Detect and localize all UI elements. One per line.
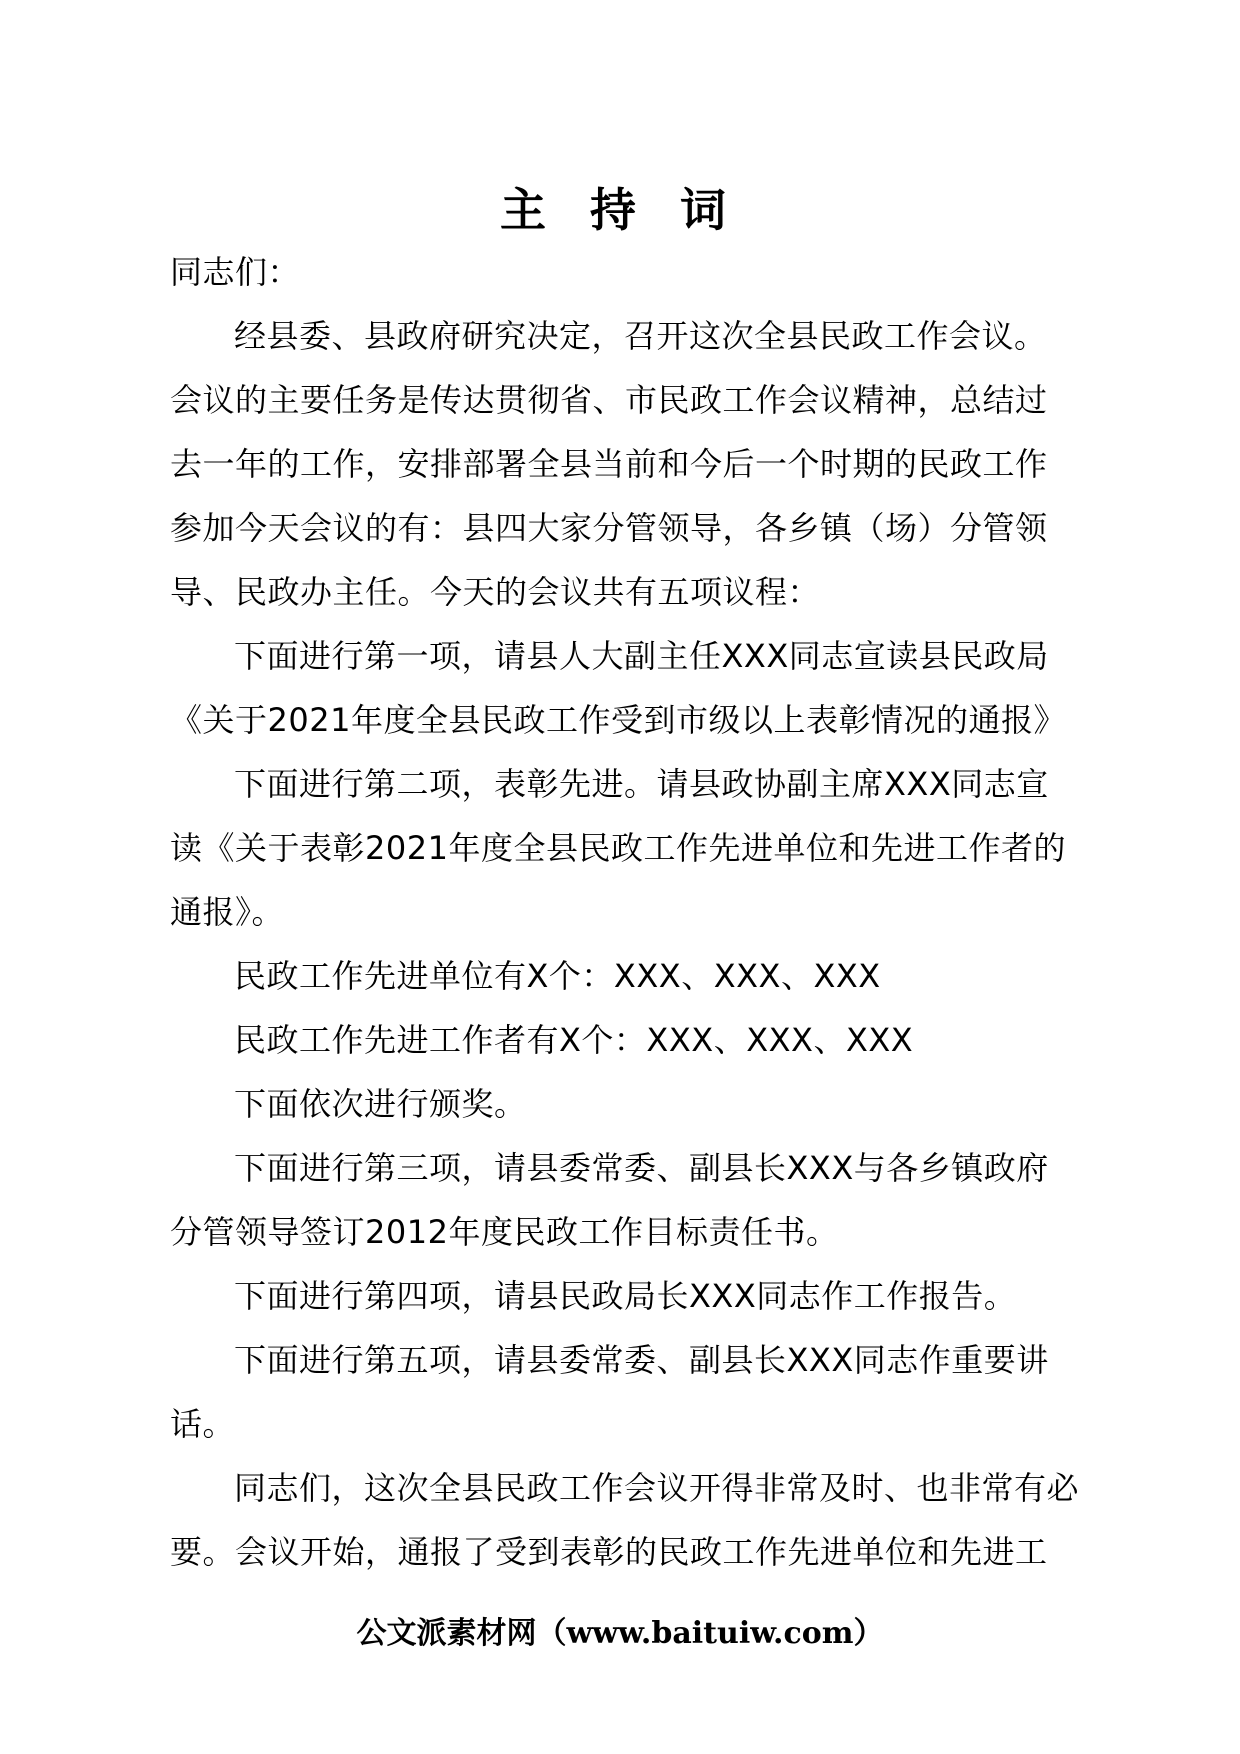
document-title: 主 持 词	[499, 183, 741, 237]
document-body	[170, 240, 1100, 1584]
body-line: 下面进行第四项，请县民政局长XXX同志作工作报告。	[234, 1277, 1017, 1315]
body-line: 通报》。	[170, 893, 285, 931]
body-line: 下面进行第二项，表彰先进。请县政协副主席XXX同志宣	[234, 765, 1049, 803]
body-line: 下面依次进行颁奖。	[234, 1085, 527, 1123]
body-line: 要。会议开始，通报了受到表彰的民政工作先进单位和先进工	[170, 1533, 1048, 1571]
body-line: 读《关于表彰2021年度全县民政工作先进单位和先进工作者的	[170, 829, 1066, 867]
body-line: 《关于2021年度全县民政工作受到市级以上表彰情况的通报》	[170, 701, 1066, 739]
body-line: 导、民政办主任。今天的会议共有五项议程：	[170, 573, 821, 611]
body-line: 经县委、县政府研究决定，召开这次全县民政工作会议。	[234, 317, 1047, 355]
document-footer: 公文派素材网（www.baituiw.com）	[356, 1616, 884, 1651]
body-line: 分管领导签订2012年度民政工作目标责任书。	[170, 1213, 839, 1251]
body-line: 话。	[170, 1405, 236, 1443]
body-line: 下面进行第五项，请县委常委、副县长XXX同志作重要讲	[234, 1341, 1049, 1379]
body-line: 会议的主要任务是传达贯彻省、市民政工作会议精神，总结过	[170, 381, 1048, 419]
body-line: 民政工作先进工作者有X个：XXX、XXX、XXX	[234, 1021, 914, 1059]
body-line: 下面进行第一项，请县人大副主任XXX同志宣读县民政局	[234, 637, 1049, 675]
body-line: 民政工作先进单位有X个：XXX、XXX、XXX	[234, 957, 881, 995]
body-line: 同志们，这次全县民政工作会议开得非常及时、也非常有必	[234, 1469, 1080, 1507]
body-line: 下面进行第三项，请县委常委、副县长XXX与各乡镇政府	[234, 1149, 1049, 1187]
body-line: 同志们：	[170, 253, 301, 291]
body-line: 参加今天会议的有：县四大家分管领导，各乡镇（场）分管领	[170, 509, 1048, 547]
body-line: 去一年的工作，安排部署全县当前和今后一个时期的民政工作	[170, 445, 1048, 483]
